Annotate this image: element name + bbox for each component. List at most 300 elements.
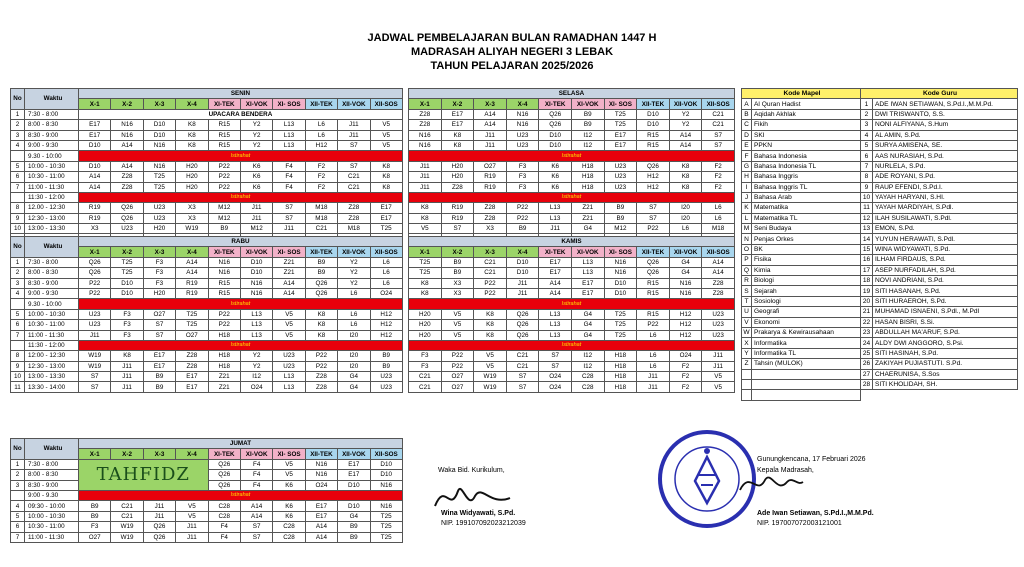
schedule-cell: X3 (441, 288, 474, 298)
schedule-cell: N16 (208, 268, 240, 278)
row-number: 7 (11, 330, 25, 340)
schedule-cell: V5 (273, 459, 305, 469)
legend-code: 1 (861, 99, 873, 109)
schedule-cell: U23 (506, 130, 539, 140)
schedule-cell: P22 (441, 361, 474, 371)
legend-row (742, 140, 861, 150)
schedule-cell: B9 (143, 372, 175, 382)
table-row (409, 109, 735, 119)
schedule-cell: B9 (571, 109, 604, 119)
legend-name: NOVI ANDRIANI, S.Pd. (873, 276, 1018, 286)
schedule-cell: A14 (669, 140, 702, 150)
schedule-cell: W19 (111, 522, 143, 532)
ceremony-row: UPACARA BENDERA (79, 109, 403, 119)
table-row (409, 278, 735, 288)
class-header: XI- SOS (604, 247, 637, 257)
schedule-cell: I20 (338, 361, 370, 371)
legend-code: D (742, 130, 752, 140)
class-header: X-1 (409, 247, 442, 257)
legend-row (742, 234, 861, 244)
schedule-cell: R19 (176, 288, 208, 298)
legend-row (861, 192, 1018, 202)
schedule-cell: A14 (474, 109, 507, 119)
legend-code: 8 (861, 172, 873, 182)
legend-code: 25 (861, 348, 873, 358)
legend-code: 26 (861, 359, 873, 369)
row-time: 13:00 - 13:30 (25, 224, 79, 234)
table-row (409, 330, 735, 340)
schedule-cell: E17 (370, 203, 402, 213)
schedule-cell: Q26 (143, 532, 175, 542)
schedule-cell: Q26 (506, 320, 539, 330)
schedule-cell: K8 (305, 309, 337, 319)
schedule-cell: K8 (305, 330, 337, 340)
schedule-cell: E17 (571, 288, 604, 298)
schedule-cell: X3 (79, 224, 111, 234)
schedule-cell: P22 (305, 361, 337, 371)
legend-row (742, 359, 861, 369)
schedule-cell: D10 (506, 257, 539, 267)
row-number: 4 (11, 288, 25, 298)
schedule-cell: R15 (208, 130, 240, 140)
schedule-cell: Z28 (441, 182, 474, 192)
schedule-cell: I12 (571, 351, 604, 361)
schedule-cell: H20 (143, 288, 175, 298)
schedule-cell: K8 (409, 288, 442, 298)
class-header: XII-TEK (305, 99, 337, 109)
schedule-cell: N16 (240, 288, 272, 298)
table-row (11, 109, 403, 119)
schedule-cell: D10 (637, 120, 670, 130)
schedule-cell: N16 (240, 278, 272, 288)
schedule-cell: V5 (409, 224, 442, 234)
schedule-cell: Y2 (240, 120, 272, 130)
class-header: XII-VOK (338, 449, 370, 459)
schedule-cell: H18 (208, 351, 240, 361)
schedule-cell: I12 (571, 130, 604, 140)
schedule-cell: S7 (143, 330, 175, 340)
schedule-cell: U23 (273, 351, 305, 361)
legend-row (742, 161, 861, 171)
class-header: X-3 (143, 99, 175, 109)
schedule-cell: V5 (702, 372, 735, 382)
schedule-cell: L6 (305, 120, 337, 130)
table-row (409, 372, 735, 382)
legend-code: V (742, 317, 752, 327)
schedule-cell: T25 (370, 511, 402, 521)
row-time: 12:30 - 13:00 (25, 361, 79, 371)
schedule-cell: K8 (669, 161, 702, 171)
schedule-cell: Q26 (143, 522, 175, 532)
row-number: 8 (11, 203, 25, 213)
day-name: JUMAT (79, 439, 403, 449)
schedule-cell: K8 (409, 203, 442, 213)
schedule-cell: L6 (669, 224, 702, 234)
schedule-cell: U23 (143, 203, 175, 213)
schedule-cell: K8 (111, 351, 143, 361)
kepala-signature (735, 468, 805, 498)
schedule-cell: N16 (143, 140, 175, 150)
schedule-cell: S7 (240, 522, 272, 532)
schedule-cell: N16 (669, 288, 702, 298)
schedule-cell: K8 (409, 278, 442, 288)
schedule-cell: J11 (176, 532, 208, 542)
legend-name: NURLELA, S.Pd. (873, 161, 1018, 171)
schedule-cell: X3 (474, 224, 507, 234)
legend-row (742, 182, 861, 192)
schedule-cell: E17 (539, 268, 572, 278)
schedule-cell: Z28 (305, 372, 337, 382)
schedule-cell: H18 (604, 361, 637, 371)
schedule-cell: R19 (474, 182, 507, 192)
legend-name: AL AMIN, S.Pd. (873, 130, 1018, 140)
row-number: 5 (11, 309, 25, 319)
schedule-cell: U23 (604, 172, 637, 182)
schedule-cell: Y2 (338, 268, 370, 278)
legend-row (742, 296, 861, 306)
legend-code: 22 (861, 317, 873, 327)
row-time: 8:30 - 9:00 (25, 130, 79, 140)
row-number: 8 (11, 351, 25, 361)
class-header: XII-VOK (338, 99, 370, 109)
schedule-cell: O27 (441, 382, 474, 392)
schedule-cell: N16 (305, 459, 337, 469)
class-header: X-4 (176, 449, 208, 459)
schedule-cell: F4 (240, 480, 272, 490)
day-name: RABU (79, 237, 403, 247)
no-header: No (11, 439, 25, 460)
schedule-cell: A14 (305, 532, 337, 542)
schedule-cell: H20 (441, 172, 474, 182)
schedule-cell: T25 (143, 172, 175, 182)
legend-name: SITI KHOLIDAH, SH. (873, 379, 1018, 389)
class-header: XI- SOS (604, 99, 637, 109)
legend-code: U (742, 307, 752, 317)
legend-name: DWI TRISWANTO, S.S. (873, 109, 1018, 119)
schedule-cell: L13 (539, 320, 572, 330)
table-row (11, 459, 403, 469)
schedule-cell: J11 (702, 361, 735, 371)
schedule-cell: Y2 (669, 109, 702, 119)
schedule-cell: L6 (338, 288, 370, 298)
schedule-cell: H20 (441, 161, 474, 171)
legend-code: N (742, 234, 752, 244)
schedule-cell: H20 (176, 161, 208, 171)
table-row (11, 501, 403, 511)
legend-row (861, 369, 1018, 379)
legend-name: BK (752, 244, 861, 254)
schedule-cell: C21 (702, 120, 735, 130)
schedule-cell: W19 (176, 224, 208, 234)
legend-name: YUYUN HERAWATI, S.Pdl. (873, 234, 1018, 244)
schedule-cell: G4 (338, 372, 370, 382)
legend-name: SKI (752, 130, 861, 140)
legend-name: SITI HASANAH, S.Pd. (873, 286, 1018, 296)
class-header: XII-VOK (338, 247, 370, 257)
legend-row (742, 317, 861, 327)
class-header: XII-SOS (370, 99, 402, 109)
no-header: No (11, 237, 25, 258)
schedule-cell: H18 (208, 330, 240, 340)
schedule-cell: Z28 (176, 351, 208, 361)
legend-row (861, 130, 1018, 140)
legend-name: Penjas Orkes (752, 234, 861, 244)
legend-name: PPKN (752, 140, 861, 150)
schedule-cell: G4 (669, 257, 702, 267)
schedule-cell: L6 (370, 268, 402, 278)
schedule-cell: F3 (79, 522, 111, 532)
schedule-cell: F4 (240, 470, 272, 480)
schedule-cell: K8 (669, 172, 702, 182)
schedule-cell: N16 (111, 120, 143, 130)
class-header: XII-SOS (370, 247, 402, 257)
legend-code: 18 (861, 276, 873, 286)
legend-row (861, 265, 1018, 275)
schedule-cell: D10 (604, 278, 637, 288)
table-row (409, 309, 735, 319)
schedule-cell: D10 (637, 109, 670, 119)
legend-row (861, 317, 1018, 327)
legend-header: Kode Mapel (742, 89, 861, 99)
table-row (409, 203, 735, 213)
legend-code: 28 (861, 379, 873, 389)
schedule-cell: K8 (441, 130, 474, 140)
schedule-cell: U23 (702, 330, 735, 340)
schedule-cell: H18 (571, 172, 604, 182)
schedule-cell: H18 (604, 351, 637, 361)
schedule-cell: F4 (208, 522, 240, 532)
row-number: 11 (11, 382, 25, 392)
schedule-cell: Z21 (208, 372, 240, 382)
schedule-cell: J11 (409, 172, 442, 182)
schedule-cell: S7 (273, 203, 305, 213)
break-row: Istirahat (79, 490, 403, 500)
schedule-cell: U23 (702, 320, 735, 330)
schedule-cell: E17 (604, 140, 637, 150)
legend-row (742, 99, 861, 109)
schedule-cell: V5 (176, 501, 208, 511)
table-row (409, 192, 735, 202)
schedule-cell: Y2 (338, 278, 370, 288)
schedule-cell: F3 (506, 172, 539, 182)
row-number: 4 (11, 140, 25, 150)
schedule-cell: Z28 (305, 382, 337, 392)
schedule-cell: P22 (506, 203, 539, 213)
schedule-cell: F3 (111, 320, 143, 330)
row-time: 7:30 - 8:00 (25, 459, 79, 469)
schedule-cell: B9 (208, 224, 240, 234)
legend-row (861, 120, 1018, 130)
schedule-cell: G4 (669, 268, 702, 278)
schedule-cell: H12 (370, 330, 402, 340)
schedule-cell: Q26 (111, 213, 143, 223)
schedule-cell: P22 (208, 182, 240, 192)
schedule-cell: E17 (79, 120, 111, 130)
schedule-cell: C21 (338, 182, 370, 192)
row-number: 2 (11, 470, 25, 480)
schedule-cell: K8 (474, 330, 507, 340)
schedule-cell: C28 (208, 501, 240, 511)
schedule-cell: N16 (669, 278, 702, 288)
schedule-cell: H18 (571, 182, 604, 192)
legend-code: 9 (861, 182, 873, 192)
legend-code: 27 (861, 369, 873, 379)
schedule-cell: T25 (370, 224, 402, 234)
schedule-cell: I20 (669, 213, 702, 223)
row-time: 10:30 - 11:00 (25, 172, 79, 182)
class-header: XI-VOK (240, 99, 272, 109)
legend-code: 15 (861, 244, 873, 254)
schedule-cell: S7 (273, 213, 305, 223)
schedule-cell: A14 (539, 288, 572, 298)
break-row: Istirahat (409, 299, 735, 309)
schedule-cell: L13 (273, 140, 305, 150)
schedule-cell: L6 (305, 130, 337, 140)
legend-name (752, 379, 861, 389)
schedule-cell: L6 (637, 351, 670, 361)
legend-name: Matematika TL (752, 213, 861, 223)
schedule-cell: K6 (273, 480, 305, 490)
schedule-cell: P22 (506, 213, 539, 223)
schedule-cell: K6 (273, 501, 305, 511)
legend-row (861, 348, 1018, 358)
table-row (11, 192, 403, 202)
schedule-cell: X3 (176, 213, 208, 223)
schedule-cell: K8 (441, 140, 474, 150)
schedule-cell: H12 (370, 320, 402, 330)
class-header: X-4 (176, 99, 208, 109)
schedule-cell: P22 (208, 309, 240, 319)
schedule-cell: J11 (338, 130, 370, 140)
class-header: X-1 (79, 247, 111, 257)
schedule-cell: T25 (409, 257, 442, 267)
class-header: XII-VOK (669, 99, 702, 109)
schedule-cell: I12 (240, 372, 272, 382)
legend-name: MUHAMAD ISNAENI, S.Pdl., M.Pdl (873, 307, 1018, 317)
place-date: Gunungkencana, 17 Februari 2026 (757, 456, 866, 463)
schedule-cell: S7 (539, 361, 572, 371)
schedule-cell: H18 (604, 372, 637, 382)
schedule-cell: K6 (240, 172, 272, 182)
schedule-cell: I20 (338, 351, 370, 361)
schedule-table-jumat (10, 438, 403, 543)
schedule-cell: A14 (111, 161, 143, 171)
schedule-cell: F2 (669, 361, 702, 371)
schedule-cell: Z21 (273, 257, 305, 267)
schedule-cell: J11 (111, 372, 143, 382)
schedule-cell: B9 (338, 532, 370, 542)
schedule-cell: S7 (637, 203, 670, 213)
schedule-cell: J11 (273, 224, 305, 234)
row-number: 6 (11, 522, 25, 532)
table-row (409, 182, 735, 192)
schedule-cell: M12 (240, 224, 272, 234)
legend-row (742, 172, 861, 182)
schedule-cell: Z28 (409, 109, 442, 119)
schedule-cell: O27 (441, 372, 474, 382)
row-number: 1 (11, 459, 25, 469)
schedule-cell: N16 (111, 130, 143, 140)
legend-name: Fisika (752, 255, 861, 265)
schedule-cell: G4 (571, 330, 604, 340)
legend-name: Geografi (752, 307, 861, 317)
table-row (11, 213, 403, 223)
schedule-cell: D10 (79, 140, 111, 150)
schedule-cell: C28 (571, 382, 604, 392)
schedule-cell: F2 (669, 372, 702, 382)
schedule-cell: T25 (604, 320, 637, 330)
class-header: XII-TEK (305, 247, 337, 257)
legend-code: C (742, 120, 752, 130)
schedule-cell: L13 (539, 309, 572, 319)
row-time: 10:00 - 10:30 (25, 161, 79, 171)
schedule-cell: S7 (79, 382, 111, 392)
schedule-cell: H20 (143, 224, 175, 234)
schedule-cell: L6 (370, 278, 402, 288)
table-row (11, 278, 403, 288)
schedule-cell: J11 (637, 382, 670, 392)
legend-code (742, 379, 752, 389)
schedule-cell: Y2 (338, 257, 370, 267)
schedule-cell: H18 (604, 382, 637, 392)
schedule-cell: F3 (111, 330, 143, 340)
legend-code: 16 (861, 255, 873, 265)
schedule-cell: M12 (208, 203, 240, 213)
legend-row (861, 161, 1018, 171)
row-time: 10:00 - 10:30 (25, 511, 79, 521)
schedule-cell: F4 (273, 172, 305, 182)
schedule-cell: O24 (370, 288, 402, 298)
row-time: 11:00 - 11:30 (25, 330, 79, 340)
legend-code: E (742, 140, 752, 150)
schedule-cell: N16 (370, 501, 402, 511)
schedule-cell: V5 (474, 351, 507, 361)
schedule-cell: L13 (539, 213, 572, 223)
schedule-cell: L13 (571, 257, 604, 267)
legend-code: 21 (861, 307, 873, 317)
class-header: X-2 (441, 247, 474, 257)
table-row (409, 340, 735, 350)
table-row (11, 151, 403, 161)
kepala-name: Ade Iwan Setiawan, S.Pd.I.,M.M.Pd. (757, 510, 874, 517)
schedule-cell: V5 (370, 120, 402, 130)
schedule-cell: B9 (571, 120, 604, 130)
class-header: X-2 (111, 449, 143, 459)
schedule-cell: F2 (702, 172, 735, 182)
schedule-cell: J11 (143, 501, 175, 511)
schedule-cell: V5 (370, 140, 402, 150)
schedule-cell: L13 (240, 309, 272, 319)
schedule-cell: K8 (305, 320, 337, 330)
table-row (11, 351, 403, 361)
schedule-cell: P22 (474, 278, 507, 288)
table-row (409, 382, 735, 392)
legend-row (742, 120, 861, 130)
legend-name (752, 369, 861, 379)
legend-row (742, 192, 861, 202)
legend-code: B (742, 109, 752, 119)
legend-code: L (742, 213, 752, 223)
schedule-cell: C28 (571, 372, 604, 382)
row-number: 3 (11, 480, 25, 490)
legend-row (861, 151, 1018, 161)
table-row (409, 351, 735, 361)
schedule-cell: E17 (441, 109, 474, 119)
legend-name: Bahasa Inggris (752, 172, 861, 182)
schedule-cell: R15 (637, 288, 670, 298)
schedule-cell: D10 (143, 120, 175, 130)
title-line-1: JADWAL PEMBELAJARAN BULAN RAMADHAN 1447 H (367, 32, 657, 44)
